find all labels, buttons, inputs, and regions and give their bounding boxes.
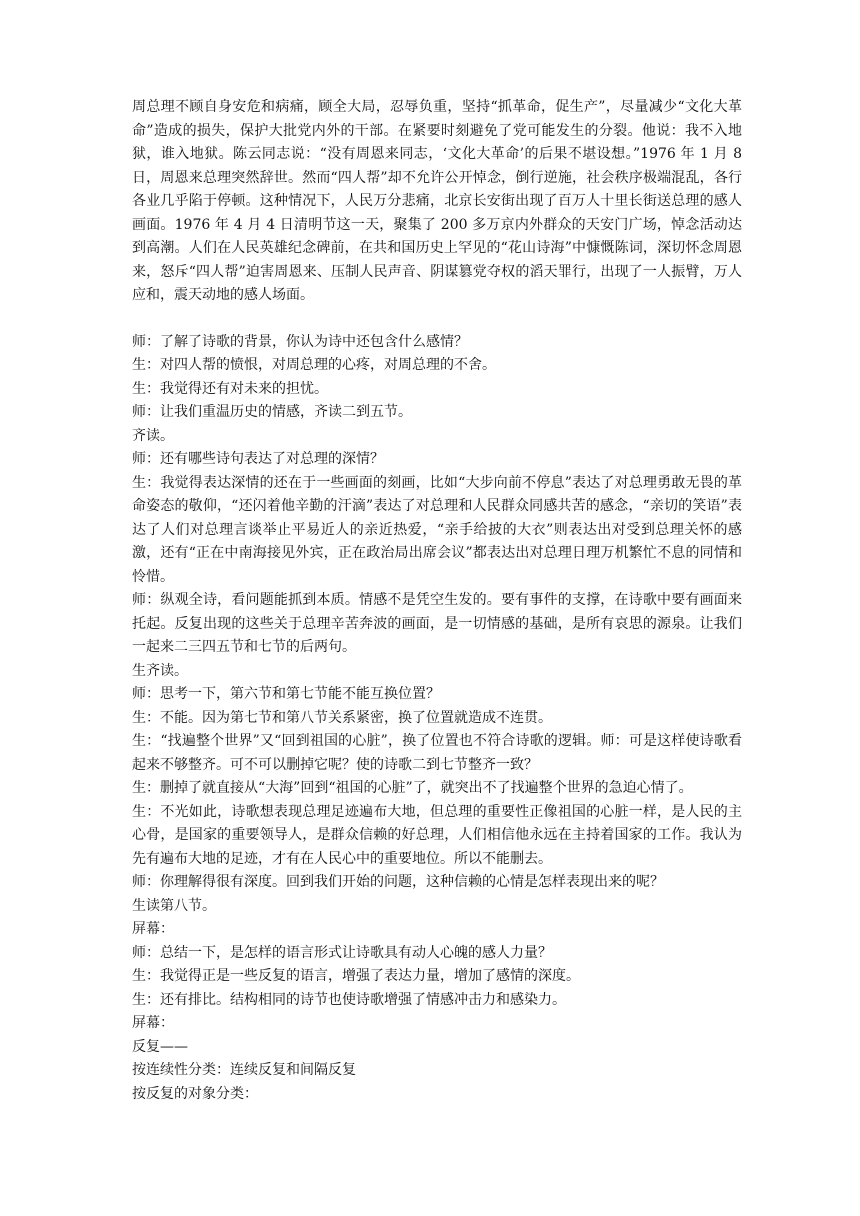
document-body: [132, 96, 742, 1106]
dialogue-line: 生：不光如此，诗歌想表现总理足迹遍布大地，但总理的重要性正像祖国的心脏一样，是人民的主心骨，是国家的重要领导人，是群众信赖的好总理，人们相信他永远在主持着国家的工作。我认为先有遍布大地的足迹，才有在人民心中的重要地位。所以不能删去。: [132, 803, 742, 867]
dialogue-line: 师：你理解得很有深度。回到我们开始的问题，这种信赖的心情是怎样表现出来的呢？: [132, 874, 664, 890]
dialogue-line: 反复——: [132, 1038, 188, 1055]
dialogue-line: 师：思考一下，第六节和第七节能不能互换位置？: [132, 686, 440, 702]
dialogue-line: 生：对四人帮的愤恨，对周总理的心疼，对周总理的不舍。: [132, 357, 496, 373]
dialogue-line: 按反复的对象分类：: [132, 1085, 258, 1102]
dialogue-line: 生：我觉得还有对未来的担忧。: [132, 380, 328, 397]
dialogue-line: 生齐读。: [132, 662, 188, 679]
dialogue-line: 生：不能。因为第七节和第八节关系紧密，换了位置就造成不连贯。: [132, 709, 552, 726]
dialogue-line: 师：了解了诗歌的背景，你认为诗中还包含什么感情？: [132, 333, 468, 350]
dialogue-line: 生：还有排比。结构相同的诗节也使诗歌增强了情感冲击力和感染力。: [132, 991, 566, 1008]
dialogue-line: 生：我觉得表达深情的还在于一些画面的刻画，比如“大步向前不停息”表达了对总理勇敢无畏的革命姿态的敬仰，“还闪着他辛勤的汗滴”表达了对总理和人民群众同感共苦的感念，“亲切的笑语”表达了人们对总理言谈举止平易近人的亲近热爱，“亲手给披的大衣”则表达出对受到总理关怀的感激，还有“正在中南海接见外宾，正在政治局出席会议”都表达出对总理日理万机繁忙不息的同情和怜惜。: [132, 474, 742, 585]
dialogue-line: 屏幕：: [132, 1015, 174, 1031]
dialogue-line: 齐读。: [132, 427, 174, 444]
dialogue-line: 师：总结一下，是怎样的语言形式让诗歌具有动人心魄的感人力量？: [132, 944, 552, 961]
dialogue-line: 按连续性分类：连续反复和间隔反复: [132, 1062, 356, 1078]
dialogue-line: 生读第八节。: [132, 897, 216, 914]
intro-paragraph: 周总理不顾自身安危和病痛，顾全大局，忍辱负重，坚持“抓革命，促生产”，尽量减少“文化大革命”造成的损失，保护大批党内外的干部。在紧要时刻避免了党可能发生的分裂。他说：我不入地狱，谁入地狱。陈云同志说：“没有周恩来同志，‘文化大革命’的后果不堪设想。”1976 年 1 月 8 日，周恩来总理突然辞世。然而“四人帮”却不允许公开悼念，倒行逆施，社会秩序极端混乱，各行各业几乎陷于停顿。这种情况下，人民万分悲痛，北京长安街出现了百万人十里长街送总理的感人画面。1976 年 4 月 4 日清明节这一天，聚集了 200 多万京内外群众的天安门广场，悼念活动达到高潮。人们在人民英雄纪念碑前，在共和国历史上罕见的“花山诗海”中慷慨陈词，深切怀念周恩来，怒斥“四人帮”迫害周恩来、压制人民声音、阴谋篡党夺权的滔天罪行，出现了一人振臂，万人应和，震天动地的感人场面。: [132, 99, 742, 303]
dialogue-line: 屏幕：: [132, 921, 174, 937]
dialogue-line: 师：还有哪些诗句表达了对总理的深情？: [132, 451, 384, 467]
dialogue-line: 生：删掉了就直接从“大海”回到“祖国的心脏”了，就突出不了找遍整个世界的急迫心情了。: [132, 780, 693, 796]
dialogue-line: 生：“找遍整个世界”又“回到祖国的心脏”，换了位置也不符合诗歌的逻辑。师：可是这样使诗歌看起来不够整齐。可不可以删掉它呢？使的诗歌二到七节整齐一致？: [132, 733, 742, 773]
dialogue-line: 师：纵观全诗，看问题能抓到本质。情感不是凭空生发的。要有事件的支撑，在诗歌中要有画面来托起。反复出现的这些关于总理辛苦奔波的画面，是一切情感的基础，是所有哀思的源泉。让我们一起来二三四五节和七节的后两句。: [132, 592, 742, 655]
dialogue-line: 生：我觉得正是一些反复的语言，增强了表达力量，增加了感情的深度。: [132, 968, 580, 984]
dialogue-line: 师：让我们重温历史的情感，齐读二到五节。: [132, 404, 412, 420]
